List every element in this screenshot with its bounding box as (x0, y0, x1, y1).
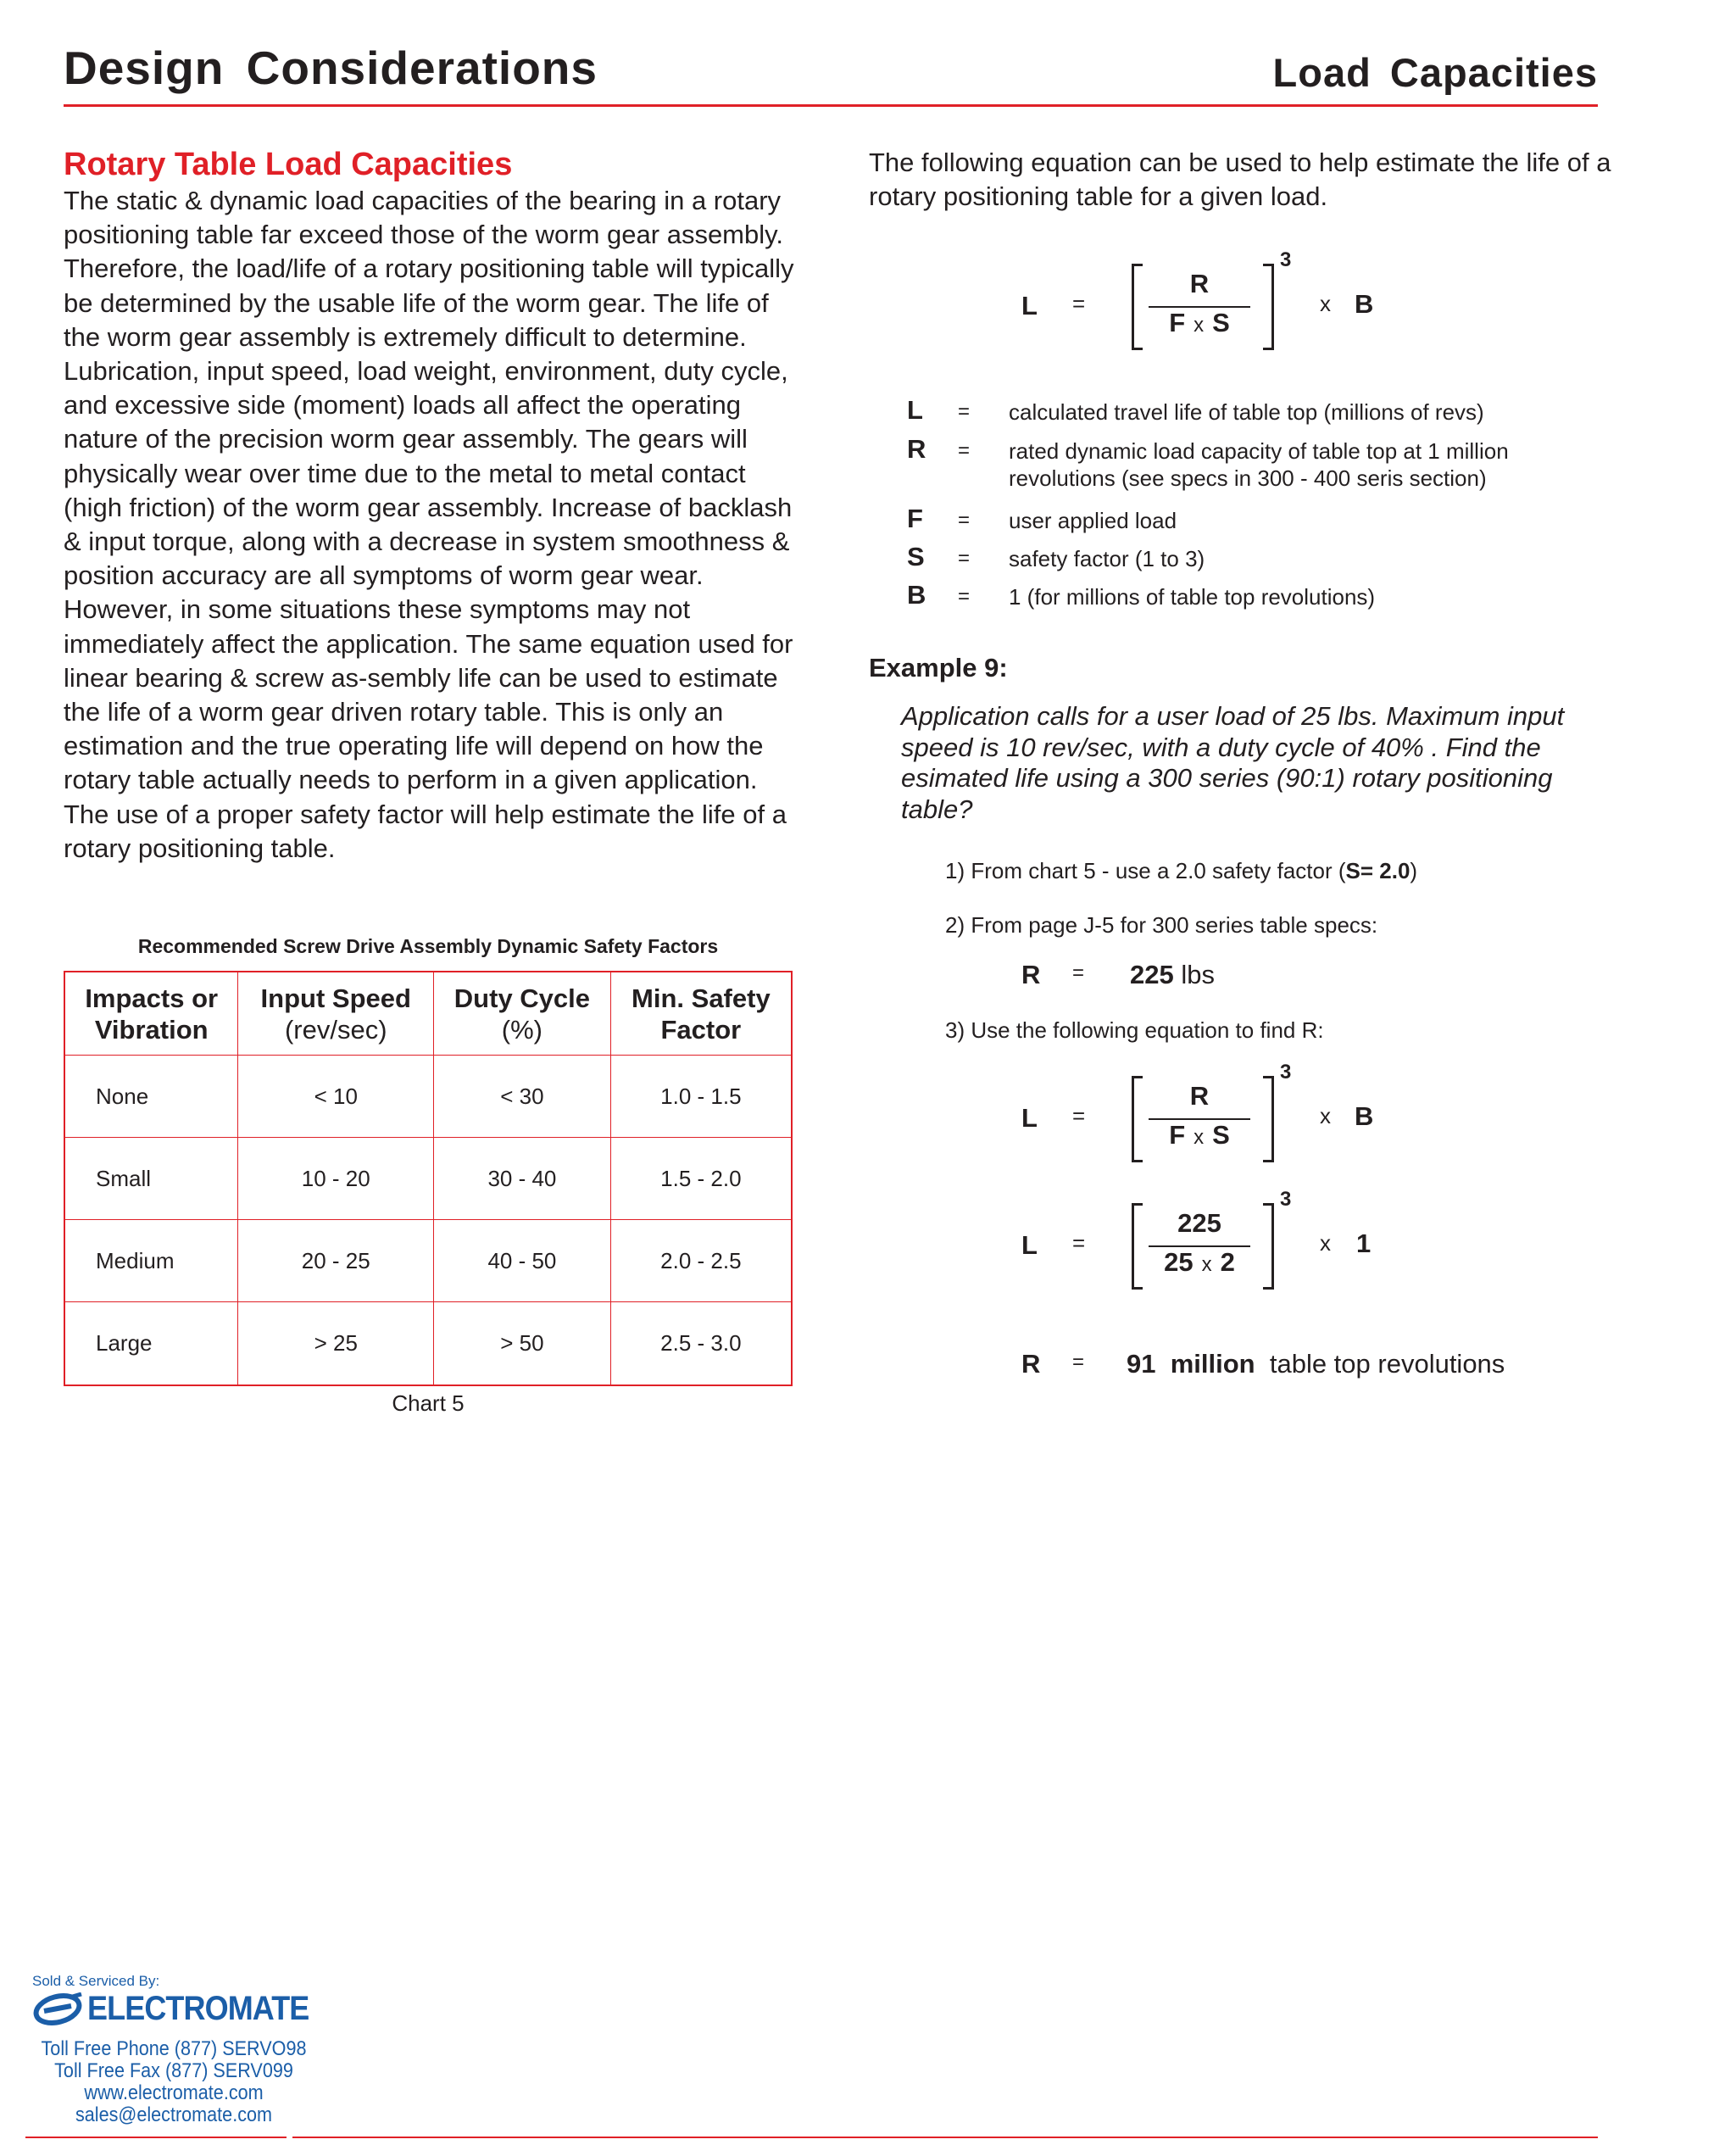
table-cell: > 25 (238, 1302, 434, 1385)
equation-times: x (1320, 291, 1331, 316)
right-bracket (1263, 1076, 1274, 1162)
toll-free-phone: Toll Free Phone (877) SERVO98 (41, 2037, 307, 2060)
example-problem: Application calls for a user load of 25 lbs. Maximum input speed is 10 rev/sec, with a duty cycle of 40% . Find the esimated life using a 300 series (90:1) rotary positioning table? (901, 701, 1565, 824)
table-cell: 1.5 - 2.0 (610, 1138, 792, 1220)
right-bracket (1263, 264, 1274, 350)
equation-rhs: B (1355, 289, 1374, 319)
table-cell: > 50 (434, 1302, 611, 1385)
equation-numerator: R (1189, 269, 1210, 298)
table-caption: Chart 5 (392, 1390, 465, 1416)
example-step-1: 1) From chart 5 - use a 2.0 safety factor (S= 2.0) (945, 858, 1418, 883)
table-cell: < 30 (434, 1056, 611, 1138)
toll-free-fax: Toll Free Fax (877) SERV099 (54, 2059, 293, 2082)
col-header-duty-cycle: Duty Cycle (%) (434, 972, 611, 1056)
example-step-2: 2) From page J-5 for 300 series table specs: (945, 912, 1378, 938)
table-row (64, 1302, 792, 1385)
section-heading: Rotary Table Load Capacities (64, 147, 513, 182)
table-cell: 40 - 50 (434, 1220, 611, 1302)
footer-divider (292, 2137, 1598, 2138)
col-header-impacts: Impacts or Vibration (64, 972, 238, 1056)
table-header-row (64, 972, 792, 1056)
table-cell: < 10 (238, 1056, 434, 1138)
right-bracket (1263, 1203, 1274, 1290)
section-body-text: The static & dynamic load capacities of the bearing in a rotary positioning table far exceed those of the worm gear assembly. Therefore, the load/life of a rotary positioning table will typically be determined by the usable life of the worm gear. The life of the worm gear assembly is extremely difficult to determine. Lubrication, input speed, load weight, environment, duty cycle, and excessive side (moment) loads all affect the operating nature of the precision worm gear assembly. The gears will physically wear over time due to the metal to metal contact (high friction) of the worm gear assembly. Increase of backlash & input torque, along with a decrease in system smoothness & position accuracy are all symptoms of worm gear wear. However, in some situations these symptoms may not immediately affect the application. The same equation used for linear bearing & screw as-sembly life can be used to estimate the life of a worm gear driven rotary table. This is only an estimation and the true operating life will depend on how the rotary table actually needs to perform in a given application. The use of a proper safety factor will help estimate the life of a rotary positioning table. (64, 186, 794, 863)
equation-equals: = (1072, 291, 1086, 316)
page-title: Design Considerations (64, 42, 598, 94)
col-header-min-safety-factor: Min. Safety Factor (610, 972, 792, 1056)
table-cell: Large (64, 1302, 238, 1385)
table-row (64, 1056, 792, 1138)
email-link[interactable]: sales@electromate.com (75, 2103, 273, 2126)
equation-intro-text: The following equation can be used to help estimate the life of a rotary positioning table for a given load. (869, 148, 1611, 211)
equation-denominator: F x S (1169, 308, 1230, 337)
table-cell: 1.0 - 1.5 (610, 1056, 792, 1138)
table-cell: 20 - 25 (238, 1220, 434, 1302)
table-cell: 2.5 - 3.0 (610, 1302, 792, 1385)
header-divider (64, 104, 1598, 107)
example-step-3: 3) Use the following equation to find R: (945, 1017, 1324, 1043)
website-link[interactable]: www.electromate.com (84, 2081, 264, 2104)
table-cell: Small (64, 1138, 238, 1220)
rated-load-line: R = 225 lbs (1021, 960, 1215, 989)
table-cell: Medium (64, 1220, 238, 1302)
table-cell: None (64, 1056, 238, 1138)
equation-lhs: L (1021, 291, 1038, 320)
brand-name: ELECTROMATE (87, 1990, 309, 2027)
example-title: Example 9: (869, 653, 1008, 682)
page-section-title: Load Capacities (1272, 50, 1598, 95)
electromate-logo-icon (32, 1992, 86, 2026)
footer-divider (25, 2137, 287, 2138)
result-line: R = 91 million table top revolutions (1021, 1349, 1505, 1379)
sold-by-label: Sold & Serviced By: (32, 1973, 160, 1989)
col-header-input-speed: Input Speed (rev/sec) (238, 972, 434, 1056)
table-cell: 30 - 40 (434, 1138, 611, 1220)
table-row (64, 1220, 792, 1302)
safety-factor-table (64, 971, 793, 1386)
table-title: Recommended Screw Drive Assembly Dynamic Safety Factors (137, 935, 719, 957)
table-cell: 10 - 20 (238, 1138, 434, 1220)
table-row (64, 1138, 792, 1220)
equation-exponent: 3 (1280, 248, 1292, 271)
table-cell: 2.0 - 2.5 (610, 1220, 792, 1302)
